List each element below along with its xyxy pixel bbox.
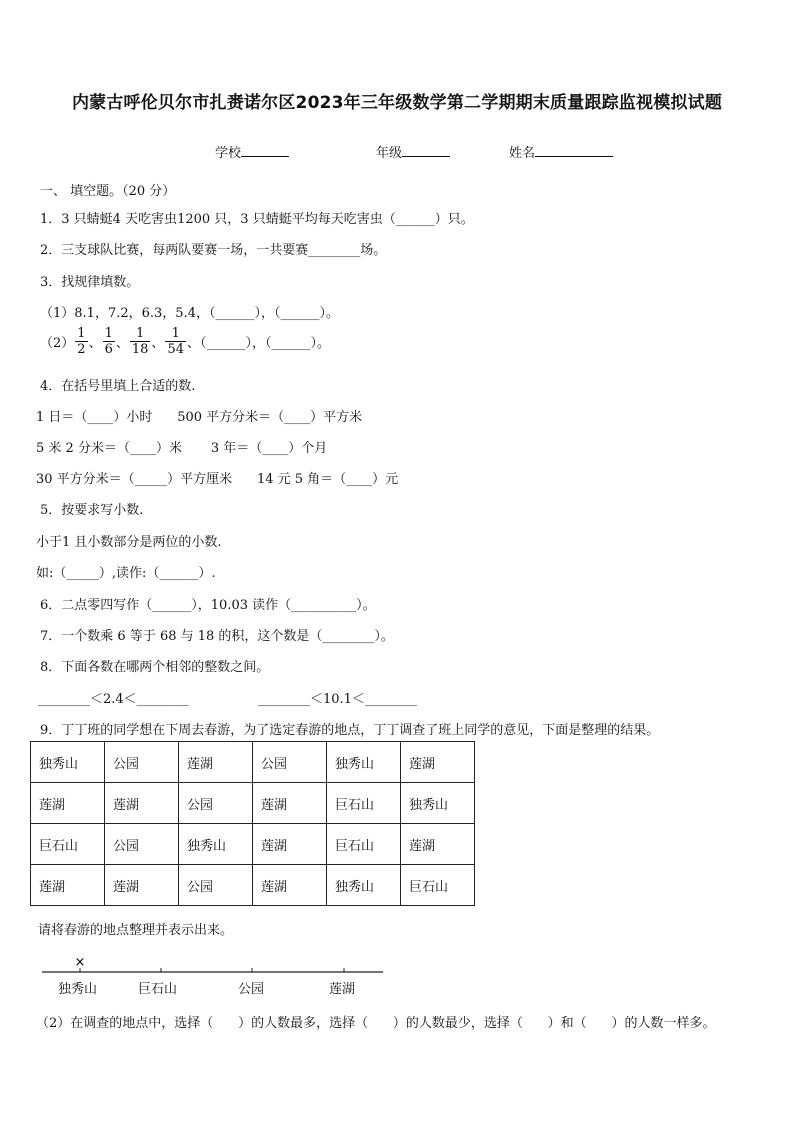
- table-row: [31, 783, 475, 824]
- separator: 、: [151, 336, 165, 351]
- table-cell: 公园: [253, 742, 327, 783]
- question-4-row-2: 5 米 2 分米＝（____）米 3 年＝（____）个月: [36, 441, 328, 456]
- question-3-part-2: [40, 326, 330, 357]
- question-4-row-1: 1 日＝（____）小时 500 平方分米＝（____）平方米: [36, 410, 363, 425]
- axis-label-lianhu: 莲湖: [329, 982, 356, 997]
- table-cell: 莲湖: [253, 865, 327, 906]
- table-cell: 莲湖: [31, 865, 105, 906]
- table-cell: 公园: [105, 742, 179, 783]
- question-8-stem: 8．下面各数在哪两个相邻的整数之间。: [40, 660, 270, 675]
- question-3-stem: 3．找规律填数。: [40, 275, 140, 290]
- fraction-1: $\frac{1}{2}$: [77, 326, 86, 357]
- table-cell: 独秀山: [179, 824, 253, 865]
- tally-axis: [38, 950, 388, 980]
- table-cell: 莲湖: [105, 865, 179, 906]
- table-cell: 公园: [105, 824, 179, 865]
- fraction-2: $\frac{1}{6}$: [104, 326, 113, 357]
- question-4-row-3: 30 平方分米＝（_____）平方厘米 14 元 5 角＝（____）元: [36, 472, 399, 487]
- question-8-right: ________＜10.1＜________: [258, 692, 417, 707]
- table-cell: 独秀山: [327, 742, 401, 783]
- table-cell: 独秀山: [31, 742, 105, 783]
- survey-table: [30, 741, 475, 906]
- axis-label-jushishan: 巨石山: [138, 982, 178, 997]
- question-5-line-2: 如:（_____）,读作:（______）.: [36, 566, 216, 581]
- table-cell: 巨石山: [327, 824, 401, 865]
- question-9-part-2: （2）在调查的地点中，选择（ ）的人数最多，选择（ ）的人数最少，选择（ ）和（ ）的人数一样多。: [36, 1016, 716, 1031]
- tally-mark: ×: [74, 955, 86, 970]
- fraction-4: $\frac{1}{54}$: [167, 326, 184, 357]
- table-cell: 莲湖: [253, 783, 327, 824]
- grade-label: 年级: [376, 146, 403, 161]
- part-2-suffix: 、（______），（______）。: [186, 336, 330, 351]
- name-label: 姓名: [509, 146, 536, 161]
- table-cell: 巨石山: [327, 783, 401, 824]
- question-5-line-1: 小于1 且小数部分是两位的小数.: [36, 535, 222, 550]
- axis-label-dulshan: 独秀山: [58, 982, 98, 997]
- question-6: 6．二点零四写作（______），10.03 读作（__________）。: [40, 598, 376, 613]
- table-cell: 莲湖: [179, 742, 253, 783]
- table-cell: 莲湖: [31, 783, 105, 824]
- table-cell: 独秀山: [401, 783, 475, 824]
- table-cell: 莲湖: [401, 742, 475, 783]
- section-heading: 一、 填空题。（20 分）: [40, 184, 176, 199]
- table-cell: 莲湖: [401, 824, 475, 865]
- question-5-stem: 5．按要求写小数.: [40, 503, 144, 518]
- table-cell: 巨石山: [401, 865, 475, 906]
- axis-label-gongyuan: 公园: [238, 982, 265, 997]
- name-blank: [535, 142, 613, 157]
- school-label: 学校: [215, 146, 242, 161]
- school-blank: [241, 142, 289, 157]
- page-title: 内蒙古呼伦贝尔市扎赉诺尔区2023年三年级数学第二学期期末质量跟踪监视模拟试题: [71, 93, 723, 113]
- table-cell: 公园: [179, 865, 253, 906]
- question-4-stem: 4．在括号里填上合适的数.: [40, 379, 196, 394]
- question-9-stem: 9．丁丁班的同学想在下周去春游，为了选定春游的地点，丁丁调查了班上同学的意见，下面是整理的结果。: [40, 723, 660, 738]
- table-cell: 公园: [179, 783, 253, 824]
- table-row: [31, 824, 475, 865]
- question-9-instruction: 请将春游的地点整理并表示出来。: [38, 923, 234, 938]
- grade-blank: [402, 142, 450, 157]
- question-2: 2．三支球队比赛，每两队要赛一场，一共要赛________场。: [40, 243, 387, 258]
- table-cell: 巨石山: [31, 824, 105, 865]
- separator: 、: [115, 336, 129, 351]
- part-2-prefix: （2）: [40, 336, 75, 351]
- table-cell: 独秀山: [327, 865, 401, 906]
- table-row: [31, 865, 475, 906]
- table-cell: 莲湖: [253, 824, 327, 865]
- school-field: [215, 142, 289, 161]
- grade-field: [376, 142, 450, 161]
- table-row: [31, 742, 475, 783]
- question-3-part-1: （1）8.1，7.2，6.3，5.4，（______），（______）。: [40, 306, 339, 321]
- question-1: 1．3 只蜻蜓4 天吃害虫1200 只，3 只蜻蜓平均每天吃害虫（______）只。: [40, 212, 474, 227]
- fraction-3: $\frac{1}{18}$: [131, 326, 149, 357]
- name-field: [509, 142, 613, 161]
- question-7: 7．一个数乘 6 等于 68 与 18 的积，这个数是（________）。: [40, 629, 394, 644]
- table-cell: 莲湖: [105, 783, 179, 824]
- separator: 、: [88, 336, 102, 351]
- question-8-left: ________＜2.4＜________: [38, 692, 189, 707]
